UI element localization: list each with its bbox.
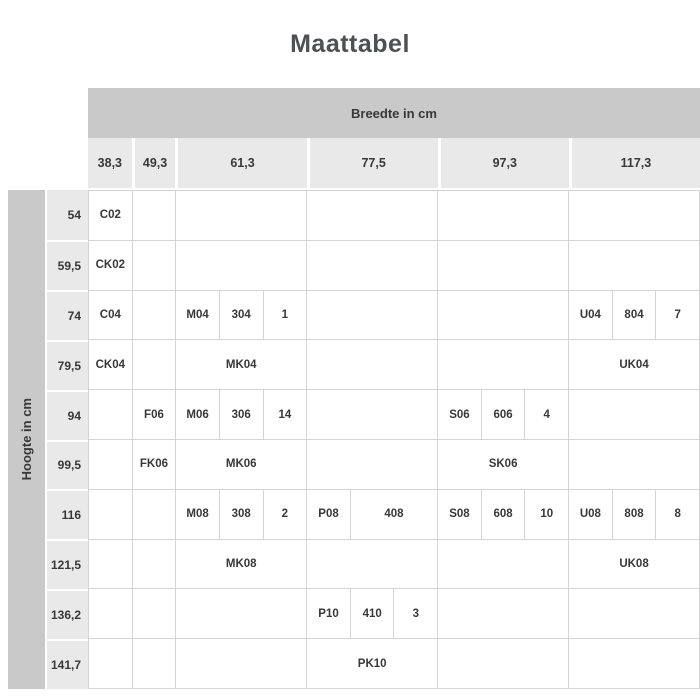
empty-cell: [569, 639, 700, 689]
empty-cell: [133, 490, 177, 540]
empty-cell: [133, 540, 177, 590]
empty-cell: [89, 390, 133, 440]
size-code-cell: P08: [307, 490, 351, 540]
size-code-cell: 14: [264, 390, 308, 440]
empty-cell: [176, 589, 307, 639]
empty-cell: [307, 540, 438, 590]
empty-cell: [133, 241, 177, 291]
empty-cell: [133, 291, 177, 341]
size-code-cell: U04: [569, 291, 613, 341]
width-label: 117,3: [569, 138, 700, 188]
width-label: 49,3: [132, 138, 176, 188]
height-label: 116: [47, 489, 88, 539]
size-code-cell: MK04: [176, 340, 307, 390]
page-title: Maattabel: [290, 30, 410, 58]
empty-cell: [438, 589, 569, 639]
size-code-cell: M08: [176, 490, 220, 540]
empty-cell: [307, 191, 438, 241]
size-code-cell: 808: [613, 490, 657, 540]
size-code-cell: S06: [438, 390, 482, 440]
empty-cell: [176, 639, 307, 689]
size-code-cell: 804: [613, 291, 657, 341]
height-label: 141,7: [47, 639, 88, 689]
empty-cell: [133, 589, 177, 639]
empty-cell: [133, 639, 177, 689]
size-code-cell: 1: [264, 291, 308, 341]
empty-cell: [438, 241, 569, 291]
height-label: 94: [47, 390, 88, 440]
height-label: 136,2: [47, 589, 88, 639]
size-code-cell: CK04: [89, 340, 133, 390]
size-code-cell: 10: [525, 490, 569, 540]
size-code-cell: P10: [307, 589, 351, 639]
size-code-cell: UK08: [569, 540, 700, 590]
row-group-header-band: [8, 190, 45, 689]
size-code-cell: MK08: [176, 540, 307, 590]
empty-cell: [438, 340, 569, 390]
empty-cell: [133, 191, 177, 241]
height-header-column: [47, 190, 88, 689]
width-header-row: [88, 138, 700, 188]
empty-cell: [438, 291, 569, 341]
size-code-cell: 8: [656, 490, 700, 540]
empty-cell: [569, 241, 700, 291]
size-code-cell: MK06: [176, 440, 307, 490]
empty-cell: [176, 191, 307, 241]
size-code-cell: 408: [351, 490, 438, 540]
height-label: 74: [47, 290, 88, 340]
size-code-cell: C04: [89, 291, 133, 341]
empty-cell: [307, 241, 438, 291]
empty-cell: [569, 191, 700, 241]
empty-cell: [133, 340, 177, 390]
size-code-cell: 308: [220, 490, 264, 540]
empty-cell: [307, 440, 438, 490]
empty-cell: [438, 639, 569, 689]
size-code-cell: U08: [569, 490, 613, 540]
size-code-cell: 410: [351, 589, 395, 639]
empty-cell: [569, 440, 700, 490]
empty-cell: [89, 540, 133, 590]
size-code-cell: 606: [482, 390, 526, 440]
column-group-header-band: [88, 88, 700, 138]
empty-cell: [307, 291, 438, 341]
size-code-cell: C02: [89, 191, 133, 241]
height-label: 99,5: [47, 440, 88, 490]
size-code-cell: UK04: [569, 340, 700, 390]
size-code-cell: S08: [438, 490, 482, 540]
height-label: 79,5: [47, 340, 88, 390]
size-code-cell: SK06: [438, 440, 569, 490]
empty-cell: [307, 390, 438, 440]
size-grid: [88, 190, 700, 689]
width-label: 38,3: [88, 138, 132, 188]
size-code-cell: M06: [176, 390, 220, 440]
column-group-header-label: Breedte in cm: [351, 105, 437, 121]
height-label: 59,5: [47, 240, 88, 290]
size-code-cell: 4: [525, 390, 569, 440]
size-code-cell: 2: [264, 490, 308, 540]
empty-cell: [89, 639, 133, 689]
size-code-cell: 7: [656, 291, 700, 341]
empty-cell: [89, 440, 133, 490]
empty-cell: [438, 540, 569, 590]
size-code-cell: 608: [482, 490, 526, 540]
width-label: 77,5: [307, 138, 438, 188]
empty-cell: [438, 191, 569, 241]
size-code-cell: PK10: [307, 639, 438, 689]
empty-cell: [569, 589, 700, 639]
size-code-cell: 306: [220, 390, 264, 440]
size-code-cell: 304: [220, 291, 264, 341]
width-label: 97,3: [438, 138, 569, 188]
size-code-cell: F06: [133, 390, 177, 440]
empty-cell: [176, 241, 307, 291]
height-label: 54: [47, 190, 88, 240]
size-code-cell: 3: [394, 589, 438, 639]
empty-cell: [89, 589, 133, 639]
row-group-header-label: Hoogte in cm: [19, 398, 34, 481]
empty-cell: [307, 340, 438, 390]
width-label: 61,3: [175, 138, 306, 188]
size-code-cell: CK02: [89, 241, 133, 291]
size-code-cell: M04: [176, 291, 220, 341]
empty-cell: [569, 390, 700, 440]
size-code-cell: FK06: [133, 440, 177, 490]
empty-cell: [89, 490, 133, 540]
height-label: 121,5: [47, 539, 88, 589]
